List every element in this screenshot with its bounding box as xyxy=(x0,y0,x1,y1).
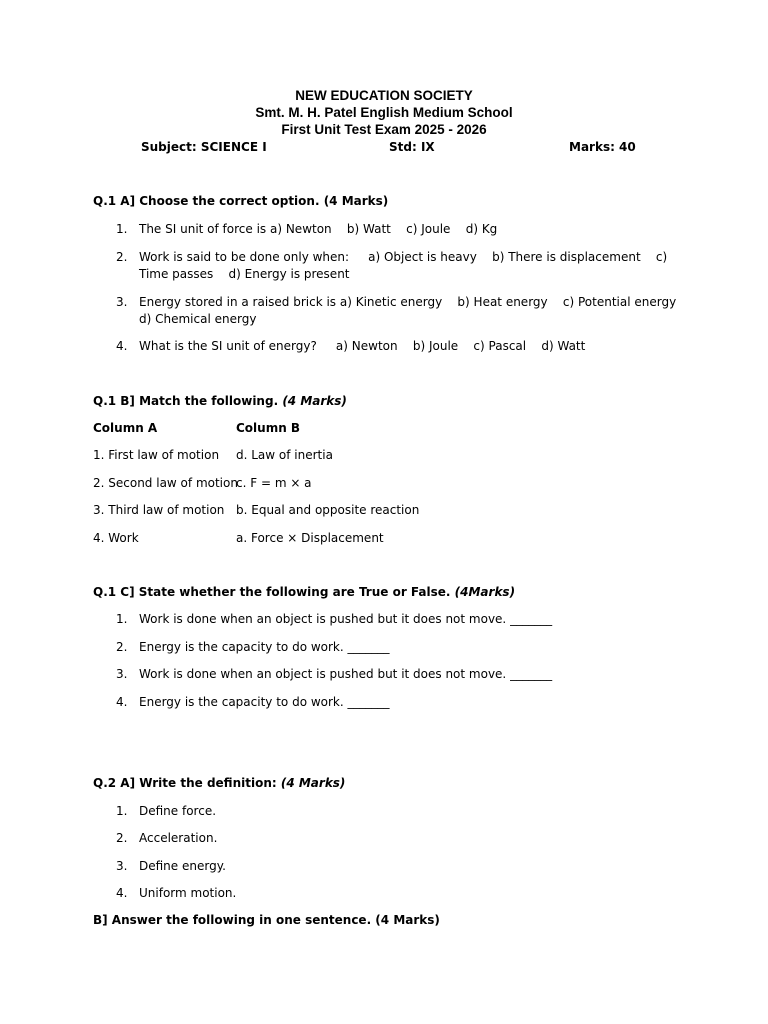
q2a-item-4-num: 4. xyxy=(116,886,128,900)
q2a-title-marks: (4 Marks) xyxy=(280,776,346,790)
q2a-item-1-num: 1. xyxy=(116,804,128,818)
q1c-item-3-text: Work is done when an object is pushed but it does not move. _______ xyxy=(139,667,553,681)
match-row-3-b: b. Equal and opposite reaction xyxy=(236,503,420,517)
match-row-2-a: 2. Second law of motion xyxy=(93,476,238,490)
q1c-title xyxy=(93,585,515,599)
q1c-item-1-text: Work is done when an object is pushed but it does not move. _______ xyxy=(139,612,553,626)
q2a-item-2-text: Acceleration. xyxy=(139,831,218,845)
match-row-3-a: 3. Third law of motion xyxy=(93,503,225,517)
q2a-item-3-text: Define energy. xyxy=(139,859,226,873)
column-a-header: Column A xyxy=(93,421,158,435)
std-label: Std: IX xyxy=(389,140,435,154)
q2a-item-2-num: 2. xyxy=(116,831,128,845)
match-row-1-a: 1. First law of motion xyxy=(93,448,220,462)
marks-label: Marks: 40 xyxy=(569,140,636,154)
q1a-item-2-num: 2. xyxy=(116,250,128,264)
q1a-item-1-text: The SI unit of force is a) Newton b) Watt c) Joule d) Kg xyxy=(139,222,498,236)
match-row-4-b: a. Force × Displacement xyxy=(236,531,384,545)
q1a-item-2-text: Work is said to be done only when: a) Object is heavy b) There is displacement c) Time passes d) Energy is present xyxy=(139,250,672,281)
q1a-item-3-num: 3. xyxy=(116,295,128,309)
q1c-item-4-num: 4. xyxy=(116,695,128,709)
q2a-item-1-text: Define force. xyxy=(139,804,217,818)
q1c-item-1-num: 1. xyxy=(116,612,128,626)
q1b-title-text: Q.1 B] Match the following. xyxy=(93,394,283,408)
q1c-title-text: Q.1 C] State whether the following are True or False. xyxy=(93,585,455,599)
column-b-header: Column B xyxy=(236,421,301,435)
school-name: Smt. M. H. Patel English Medium School xyxy=(255,105,513,120)
q1c-title-marks: (4Marks) xyxy=(454,585,516,599)
q1a-item-4-text: What is the SI unit of energy? a) Newton b) Joule c) Pascal d) Watt xyxy=(139,339,586,353)
q1a-title: Q.1 A] Choose the correct option. (4 Marks) xyxy=(93,194,389,208)
match-row-4-a: 4. Work xyxy=(93,531,139,545)
q1b-title-marks: (4 Marks) xyxy=(282,394,347,408)
q1c-item-3-num: 3. xyxy=(116,667,128,681)
q2a-item-3-num: 3. xyxy=(116,859,128,873)
exam-title: First Unit Test Exam 2025 - 2026 xyxy=(281,122,487,137)
q1c-item-4-text: Energy is the capacity to do work. _______ xyxy=(139,695,390,709)
match-row-2-b: c. F = m × a xyxy=(236,476,312,490)
match-row-1-b: d. Law of inertia xyxy=(236,448,333,462)
q2a-item-4-text: Uniform motion. xyxy=(139,886,237,900)
q2b-title: B] Answer the following in one sentence. (4 Marks) xyxy=(93,913,440,927)
q1c-item-2-num: 2. xyxy=(116,640,128,654)
subject-label: Subject: SCIENCE I xyxy=(141,140,267,154)
q1a-item-3-text: Energy stored in a raised brick is a) Kinetic energy b) Heat energy c) Potential energy d) Chemical energy xyxy=(139,295,692,326)
q2a-title-text: Q.2 A] Write the definition: xyxy=(93,776,281,790)
q1a-item-4-num: 4. xyxy=(116,339,128,353)
q1a-item-1-num: 1. xyxy=(116,222,128,236)
q2a-title xyxy=(93,776,345,790)
q1c-item-2-text: Energy is the capacity to do work. _______ xyxy=(139,640,390,654)
society-name: NEW EDUCATION SOCIETY xyxy=(295,88,473,103)
q1b-title xyxy=(93,394,347,408)
